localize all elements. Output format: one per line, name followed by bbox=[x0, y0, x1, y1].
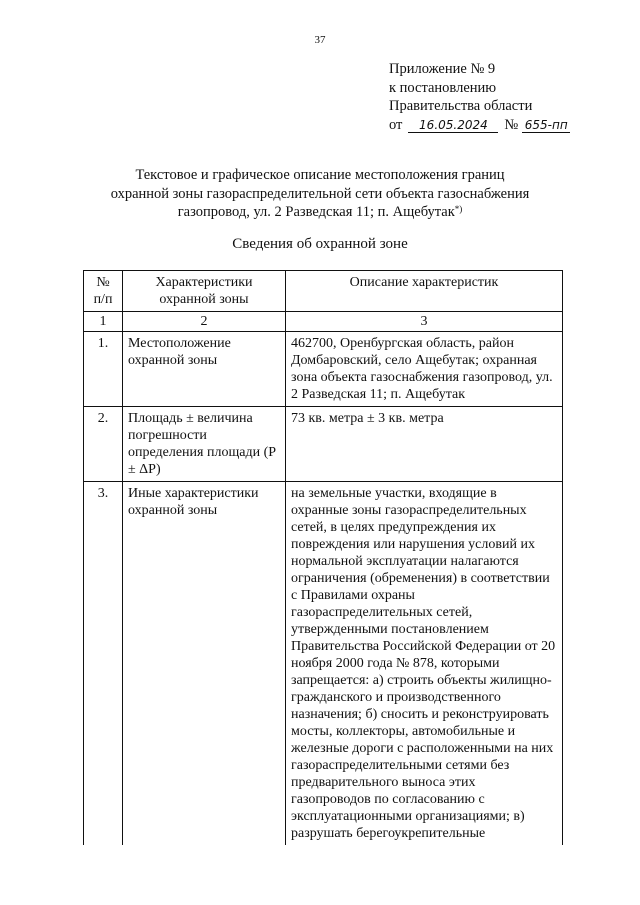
appendix-line-1: Приложение № 9 bbox=[389, 61, 496, 77]
number-label: № bbox=[504, 116, 519, 133]
appendix-line-2: к постановлению bbox=[389, 79, 497, 96]
index-cell: 3 bbox=[286, 312, 563, 332]
header-description: Описание характеристик bbox=[286, 271, 563, 312]
index-cell: 1 bbox=[84, 312, 123, 332]
title-line-2: охранной зоны газораспределительной сети объекта газоснабжения bbox=[110, 185, 530, 202]
table-row bbox=[84, 482, 563, 846]
handwritten-number: 655-пп bbox=[522, 118, 570, 133]
row-number: 2. bbox=[84, 407, 123, 482]
table-row bbox=[84, 407, 563, 482]
title-line-3 bbox=[0, 203, 640, 222]
title-line-3-text: газопровод, ул. 2 Разведская 11; п. Ащебутак bbox=[177, 204, 455, 220]
title-line-1: Текстовое и графическое описание местоположения границ bbox=[135, 167, 505, 183]
table-header-row bbox=[84, 271, 563, 312]
row-description: 462700, Оренбургская область, район Домбаровский, село Ащебутак; охранная зона объекта газоснабжения газопровод, ул. 2 Разведская 11; п. Ащебутак bbox=[286, 332, 563, 407]
table-row bbox=[84, 332, 563, 407]
row-description: 73 кв. метра ± 3 кв. метра bbox=[286, 407, 563, 482]
row-characteristic: Площадь ± величина погрешности определения площади (P ± ΔP) bbox=[123, 407, 286, 482]
index-cell: 2 bbox=[123, 312, 286, 332]
header-num: № п/п bbox=[84, 271, 123, 312]
row-description: на земельные участки, входящие в охранные зоны газораспределительных сетей, в целях предупреждения их повреждения или нарушения условий их нормальной эксплуатации налагаются ограничения (обременения) в соответствии с Правилами охраны газораспределительных сетей, утвержденными постановлением Правительства Российской Федерации от 20 ноября 2000 года № 878, которыми запрещается: а) строить объекты жилищно-гражданского и производственного назначения; б) сносить и реконструировать мосты, коллекторы, автомобильные и железные дороги с расположенными на них газораспределительными сетями без предварительного выноса этих газопроводов по согласованию с эксплуатационными организациями; в) разрушать берегоукрепительные bbox=[286, 482, 563, 846]
protection-zone-table bbox=[83, 270, 563, 845]
page-number: 37 bbox=[314, 34, 326, 46]
handwritten-date: 16.05.2024 bbox=[408, 118, 498, 133]
row-number: 3. bbox=[84, 482, 123, 846]
appendix-line-3: Правительства области bbox=[389, 98, 533, 114]
row-characteristic: Местоположение охранной зоны bbox=[123, 332, 286, 407]
row-characteristic: Иные характеристики охранной зоны bbox=[123, 482, 286, 846]
appendix-date-row bbox=[389, 116, 570, 135]
table-index-row bbox=[84, 312, 563, 332]
header-characteristics: Характеристики охранной зоны bbox=[123, 271, 286, 312]
section-subtitle: Сведения об охранной зоне bbox=[232, 236, 408, 252]
document-title bbox=[0, 166, 640, 222]
footnote-mark: *) bbox=[454, 204, 463, 214]
appendix-block bbox=[389, 60, 570, 134]
from-label: от bbox=[389, 116, 403, 133]
row-number: 1. bbox=[84, 332, 123, 407]
